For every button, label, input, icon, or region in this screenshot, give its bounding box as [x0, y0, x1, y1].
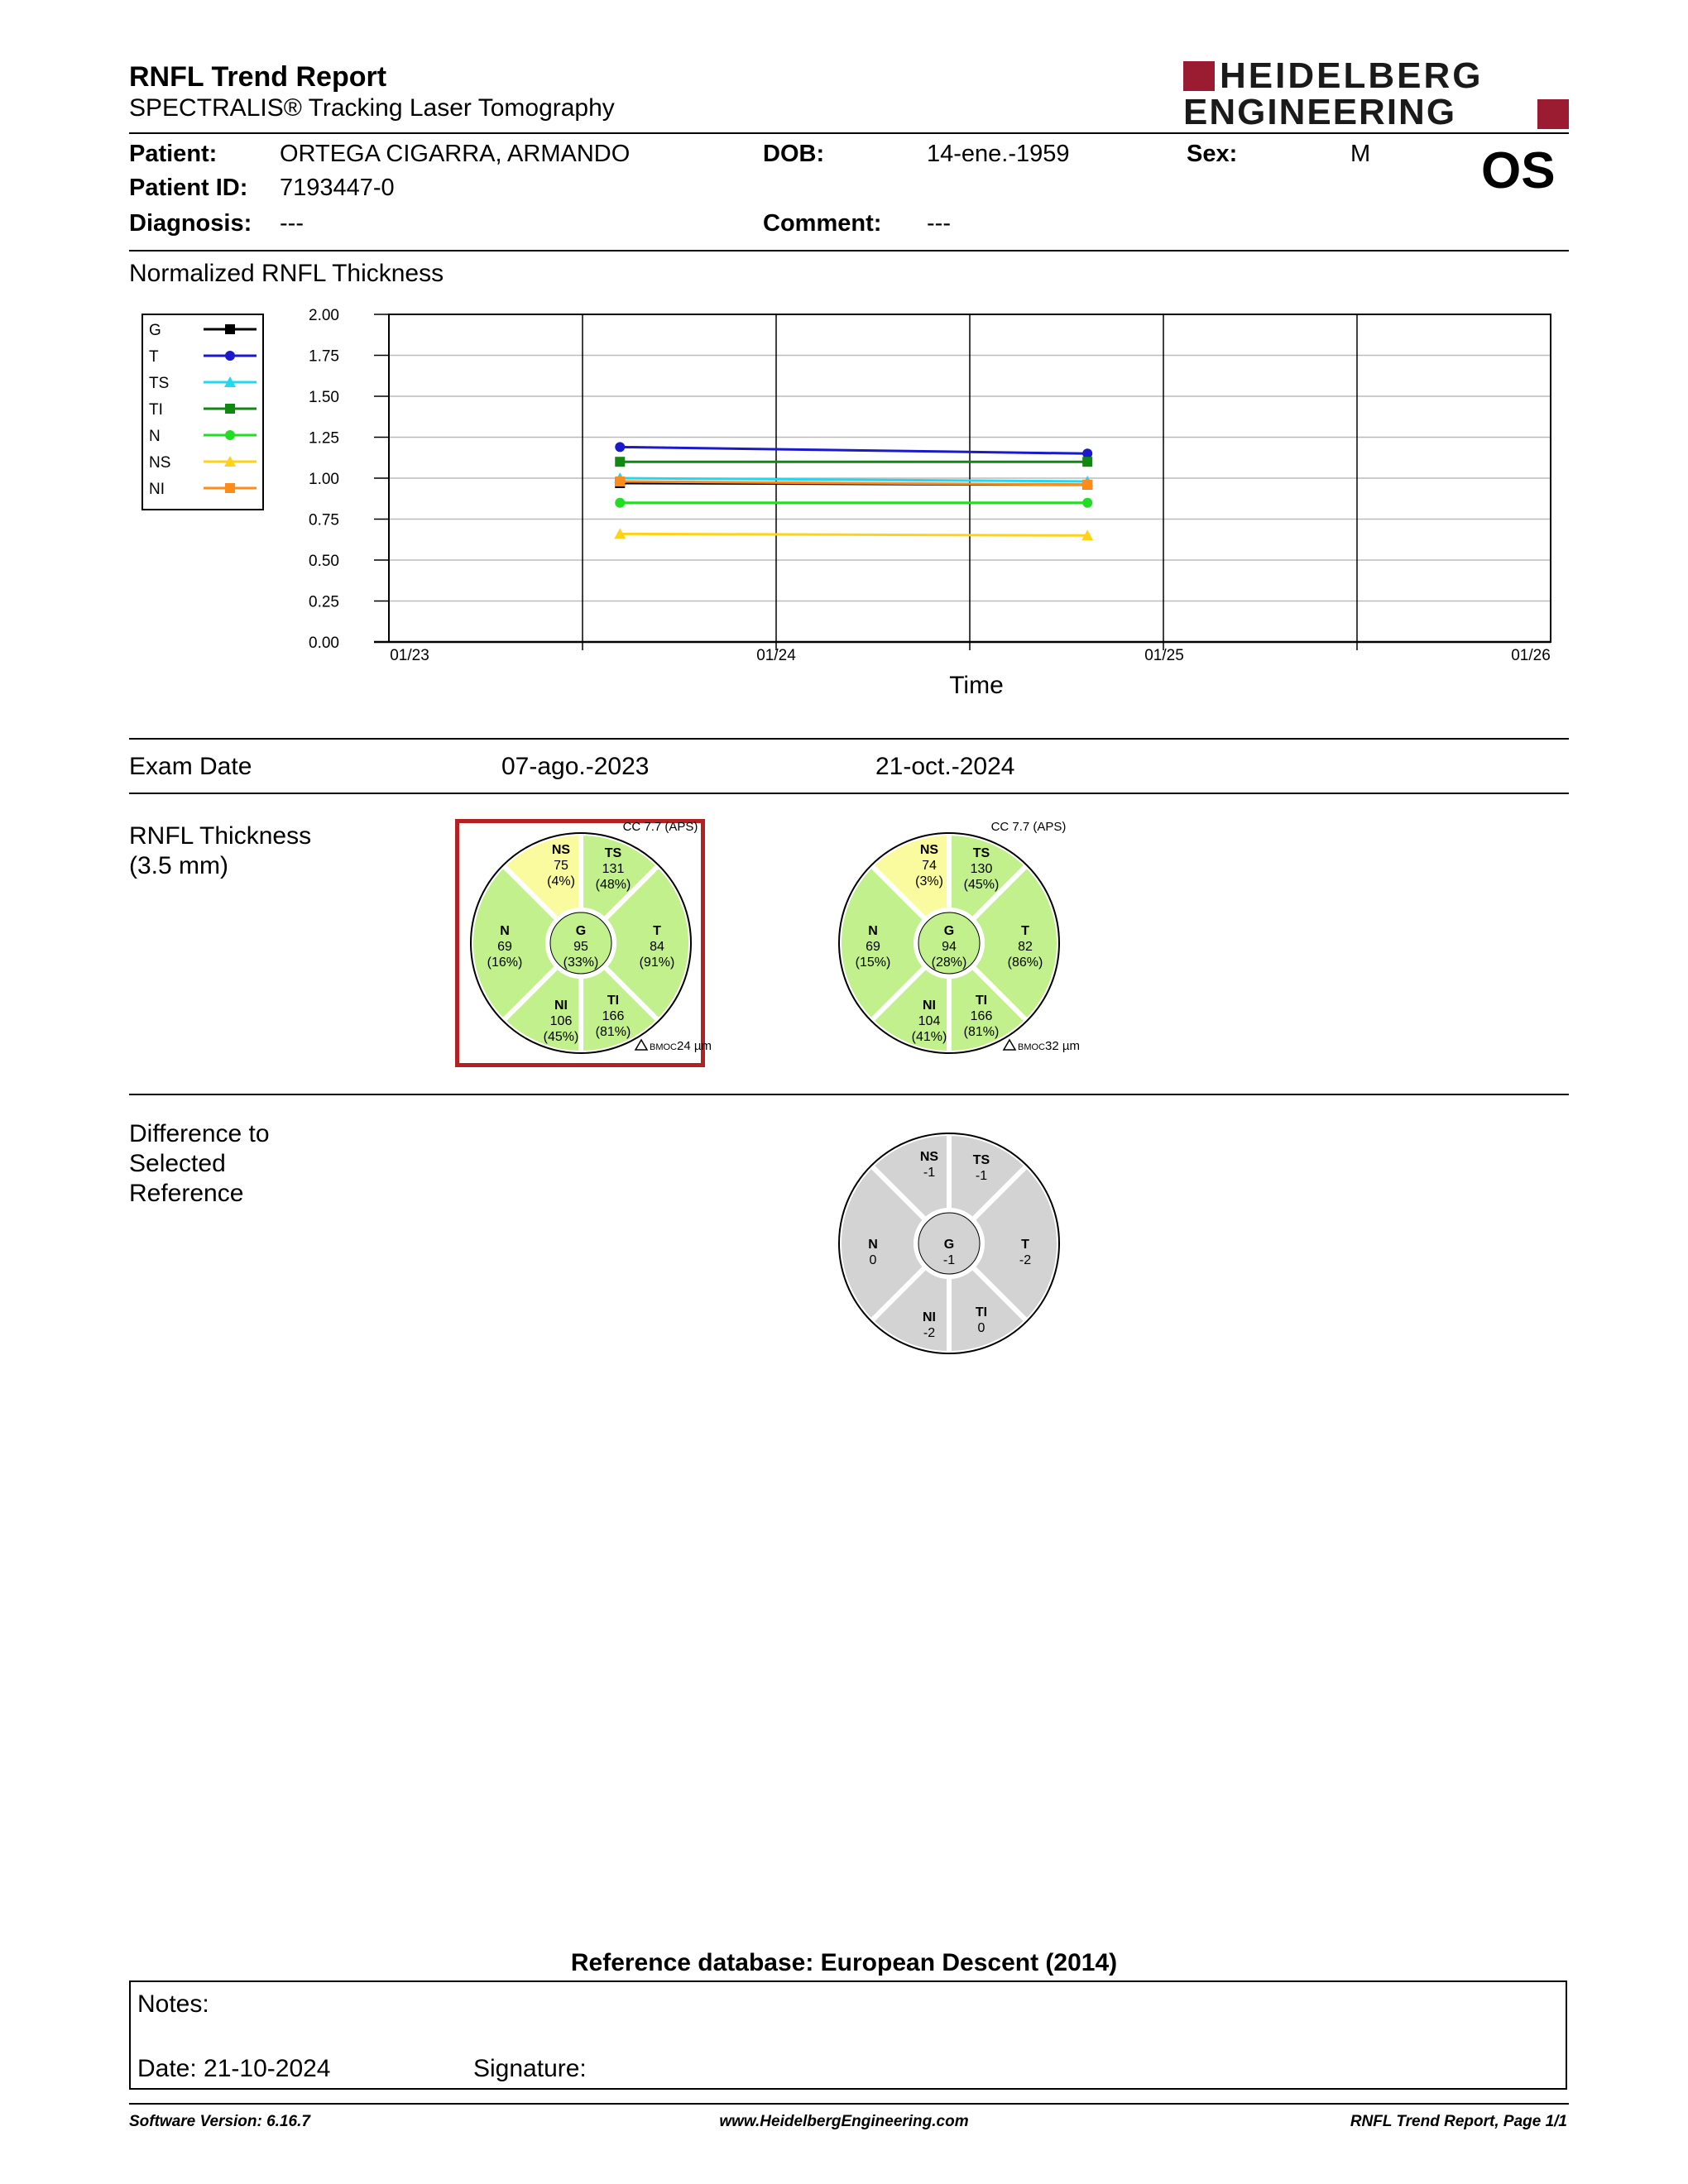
- patient-label: Patient:: [129, 141, 218, 167]
- sector-value: 69: [866, 940, 880, 954]
- bmoc-triangle-icon: [1004, 1040, 1015, 1050]
- legend-label: T: [149, 348, 159, 366]
- sector-percentile: (4%): [547, 874, 575, 888]
- bmoc-label: BMOC: [1018, 1042, 1045, 1052]
- report-subtitle: SPECTRALIS® Tracking Laser Tomography: [129, 94, 615, 122]
- data-point: [1082, 480, 1092, 490]
- difference-label-line1: Difference to: [129, 1120, 270, 1147]
- y-tick-label: 0.25: [309, 593, 339, 611]
- sector-name: G: [943, 924, 955, 938]
- sector-value: 104: [918, 1014, 941, 1028]
- x-tick-label: 01/25: [1144, 647, 1184, 664]
- sector-value: 95: [573, 940, 588, 954]
- cc-label: CC 7.7 (APS): [622, 820, 698, 834]
- y-tick-label: 0.75: [309, 511, 339, 529]
- signature-label: Signature:: [473, 2055, 587, 2082]
- x-tick-label: 01/24: [756, 647, 796, 664]
- sector-name: TI: [975, 1305, 988, 1320]
- sector-name: T: [1021, 924, 1029, 938]
- sector-value: 75: [554, 859, 568, 873]
- sector-name: NS: [919, 843, 939, 857]
- bmoc-label: BMOC: [650, 1042, 677, 1052]
- sector-name: T: [1021, 1238, 1029, 1252]
- sector-percentile: (81%): [963, 1025, 1000, 1039]
- notes-date: Date: 21-10-2024: [137, 2055, 331, 2082]
- data-point: [615, 477, 625, 486]
- sex-value: M: [1350, 141, 1371, 167]
- sector-percentile: (86%): [1007, 956, 1043, 970]
- sector-name: TI: [607, 994, 620, 1008]
- sector-value: 0: [977, 1321, 985, 1335]
- header-rule: [129, 132, 1569, 134]
- dob-label: DOB:: [763, 141, 825, 167]
- sector-name: G: [575, 924, 587, 938]
- patient-rule: [129, 250, 1569, 251]
- dob-value: 14-ene.-1959: [927, 141, 1070, 167]
- diagnosis-label: Diagnosis:: [129, 210, 252, 237]
- sector-value: 166: [970, 1009, 993, 1023]
- data-point: [1082, 498, 1092, 508]
- sector-value: -2: [923, 1326, 936, 1340]
- x-tick-label: 01/26: [1511, 647, 1551, 664]
- sector-value: -1: [975, 1169, 988, 1183]
- legend-label: N: [149, 428, 161, 445]
- sector-percentile: (41%): [911, 1030, 947, 1044]
- website-link[interactable]: www.HeidelbergEngineering.com: [719, 2113, 969, 2130]
- rnfl-label-line1: RNFL Thickness: [129, 822, 312, 850]
- sector-value: 166: [602, 1009, 625, 1023]
- notes-label: Notes:: [137, 1990, 209, 2018]
- exam-date-2: 21-oct.-2024: [875, 753, 1015, 780]
- sector-name: NI: [923, 999, 936, 1013]
- exam-date-label: Exam Date: [129, 753, 252, 780]
- legend-marker: [225, 351, 235, 361]
- sector-value: 106: [549, 1014, 573, 1028]
- data-point: [615, 442, 625, 452]
- series-n: [615, 498, 1092, 508]
- patient-id: 7193447-0: [280, 175, 395, 201]
- eye-label: OS: [1481, 142, 1556, 199]
- sector-value: 74: [922, 859, 937, 873]
- legend-marker: [225, 430, 235, 440]
- sector-percentile: (28%): [931, 956, 967, 970]
- legend-label: TI: [149, 401, 163, 419]
- series-ti: [615, 457, 1092, 467]
- sector-percentile: (15%): [855, 956, 891, 970]
- series-ns: [614, 528, 1093, 540]
- reference-database: Reference database: European Descent (2014): [570, 1949, 1118, 1976]
- rnfl-sector-chart-exam1: [463, 819, 712, 1067]
- chart-series: [614, 442, 1093, 540]
- bmoc-value: 32 µm: [1045, 1039, 1080, 1053]
- sector-percentile: (33%): [563, 956, 599, 970]
- notes-box: [129, 1980, 1567, 2090]
- chart-grid: [374, 314, 1551, 650]
- legend-label: TS: [149, 375, 170, 392]
- sector-value: 94: [942, 940, 957, 954]
- rnfl-label-line2: (3.5 mm): [129, 852, 228, 879]
- difference-label-line3: Reference: [129, 1180, 244, 1207]
- sector-percentile: (3%): [915, 874, 943, 888]
- sector-value: 84: [650, 940, 664, 954]
- series-t: [615, 442, 1092, 458]
- bmoc-triangle-icon: [635, 1040, 647, 1050]
- diagnosis-value: ---: [280, 210, 304, 237]
- patient-name: ORTEGA CIGARRA, ARMANDO: [280, 141, 631, 167]
- rnfl-sector-chart-exam2: [832, 819, 1080, 1067]
- legend-label: NS: [149, 454, 171, 472]
- logo-square-top: [1183, 61, 1215, 91]
- sector-name: N: [868, 924, 878, 938]
- x-axis-title: Time: [949, 672, 1004, 699]
- report-title: RNFL Trend Report: [129, 61, 387, 93]
- software-version: Software Version: 6.16.7: [129, 2113, 310, 2130]
- sector-percentile: (45%): [543, 1030, 579, 1044]
- logo-square-bottom: [1537, 99, 1569, 129]
- sector-name: NI: [554, 999, 568, 1013]
- y-tick-label: 1.25: [309, 429, 339, 448]
- patient-id-label: Patient ID:: [129, 175, 248, 201]
- series-line: [620, 534, 1087, 535]
- logo-line1: HEIDELBERG: [1220, 55, 1484, 96]
- sector-percentile: (45%): [963, 878, 1000, 892]
- legend-marker: [225, 404, 235, 414]
- x-tick-label: 01/23: [390, 647, 429, 664]
- sector-name: NS: [919, 1150, 939, 1164]
- trend-chart: [124, 298, 1580, 711]
- sector-percentile: (81%): [595, 1025, 631, 1039]
- sector-value: 0: [869, 1253, 877, 1267]
- series-line: [620, 447, 1087, 453]
- cc-label: CC 7.7 (APS): [990, 820, 1067, 834]
- rnfl-bottom-rule: [129, 1094, 1569, 1095]
- sector-percentile: (48%): [595, 878, 631, 892]
- sector-name: TS: [972, 1153, 990, 1167]
- logo-line2: ENGINEERING: [1183, 92, 1457, 132]
- sector-percentile: (91%): [639, 956, 675, 970]
- sector-value: 69: [497, 940, 512, 954]
- y-tick-label: 0.00: [309, 635, 339, 652]
- difference-sector-chart: [832, 1133, 1072, 1365]
- sector-value: 131: [602, 862, 625, 876]
- exam-date-1: 07-ago.-2023: [501, 753, 650, 780]
- chart-legend: [142, 314, 263, 510]
- data-point: [615, 498, 625, 508]
- exam-top-rule: [129, 738, 1569, 740]
- sector-name: G: [943, 1238, 955, 1252]
- comment-value: ---: [927, 210, 951, 237]
- sector-value: 82: [1018, 940, 1033, 954]
- sector-name: TS: [604, 846, 622, 860]
- sector-value: 130: [970, 862, 993, 876]
- difference-label-line2: Selected: [129, 1150, 226, 1177]
- footer-rule: [129, 2103, 1569, 2105]
- data-point: [615, 457, 625, 467]
- sector-name: N: [868, 1238, 878, 1252]
- sector-value: -1: [942, 1253, 956, 1267]
- legend-marker: [225, 483, 235, 493]
- comment-label: Comment:: [763, 210, 882, 237]
- trend-section-title: Normalized RNFL Thickness: [129, 260, 444, 287]
- y-axis-labels: [309, 307, 339, 652]
- legend-marker: [225, 324, 235, 334]
- sector-name: T: [653, 924, 661, 938]
- heidelberg-logo: [1183, 55, 1569, 132]
- y-tick-label: 2.00: [309, 307, 339, 324]
- y-tick-label: 1.75: [309, 347, 339, 366]
- sector-name: N: [500, 924, 510, 938]
- exam-bottom-rule: [129, 793, 1569, 794]
- y-tick-label: 1.50: [309, 389, 339, 406]
- sector-value: -2: [1019, 1253, 1032, 1267]
- sector-percentile: (16%): [487, 956, 523, 970]
- legend-label: NI: [149, 481, 165, 498]
- page-number: RNFL Trend Report, Page 1/1: [1350, 2113, 1567, 2130]
- sector-name: TS: [972, 846, 990, 860]
- bmoc-value: 24 µm: [677, 1039, 712, 1053]
- sector-name: NS: [551, 843, 571, 857]
- sex-label: Sex:: [1187, 141, 1238, 167]
- y-tick-label: 0.50: [309, 553, 339, 570]
- sector-name: NI: [923, 1310, 936, 1324]
- legend-label: G: [149, 322, 161, 339]
- sector-value: -1: [923, 1166, 936, 1180]
- y-tick-label: 1.00: [309, 471, 339, 488]
- data-point: [1082, 457, 1092, 467]
- sector-name: TI: [975, 994, 988, 1008]
